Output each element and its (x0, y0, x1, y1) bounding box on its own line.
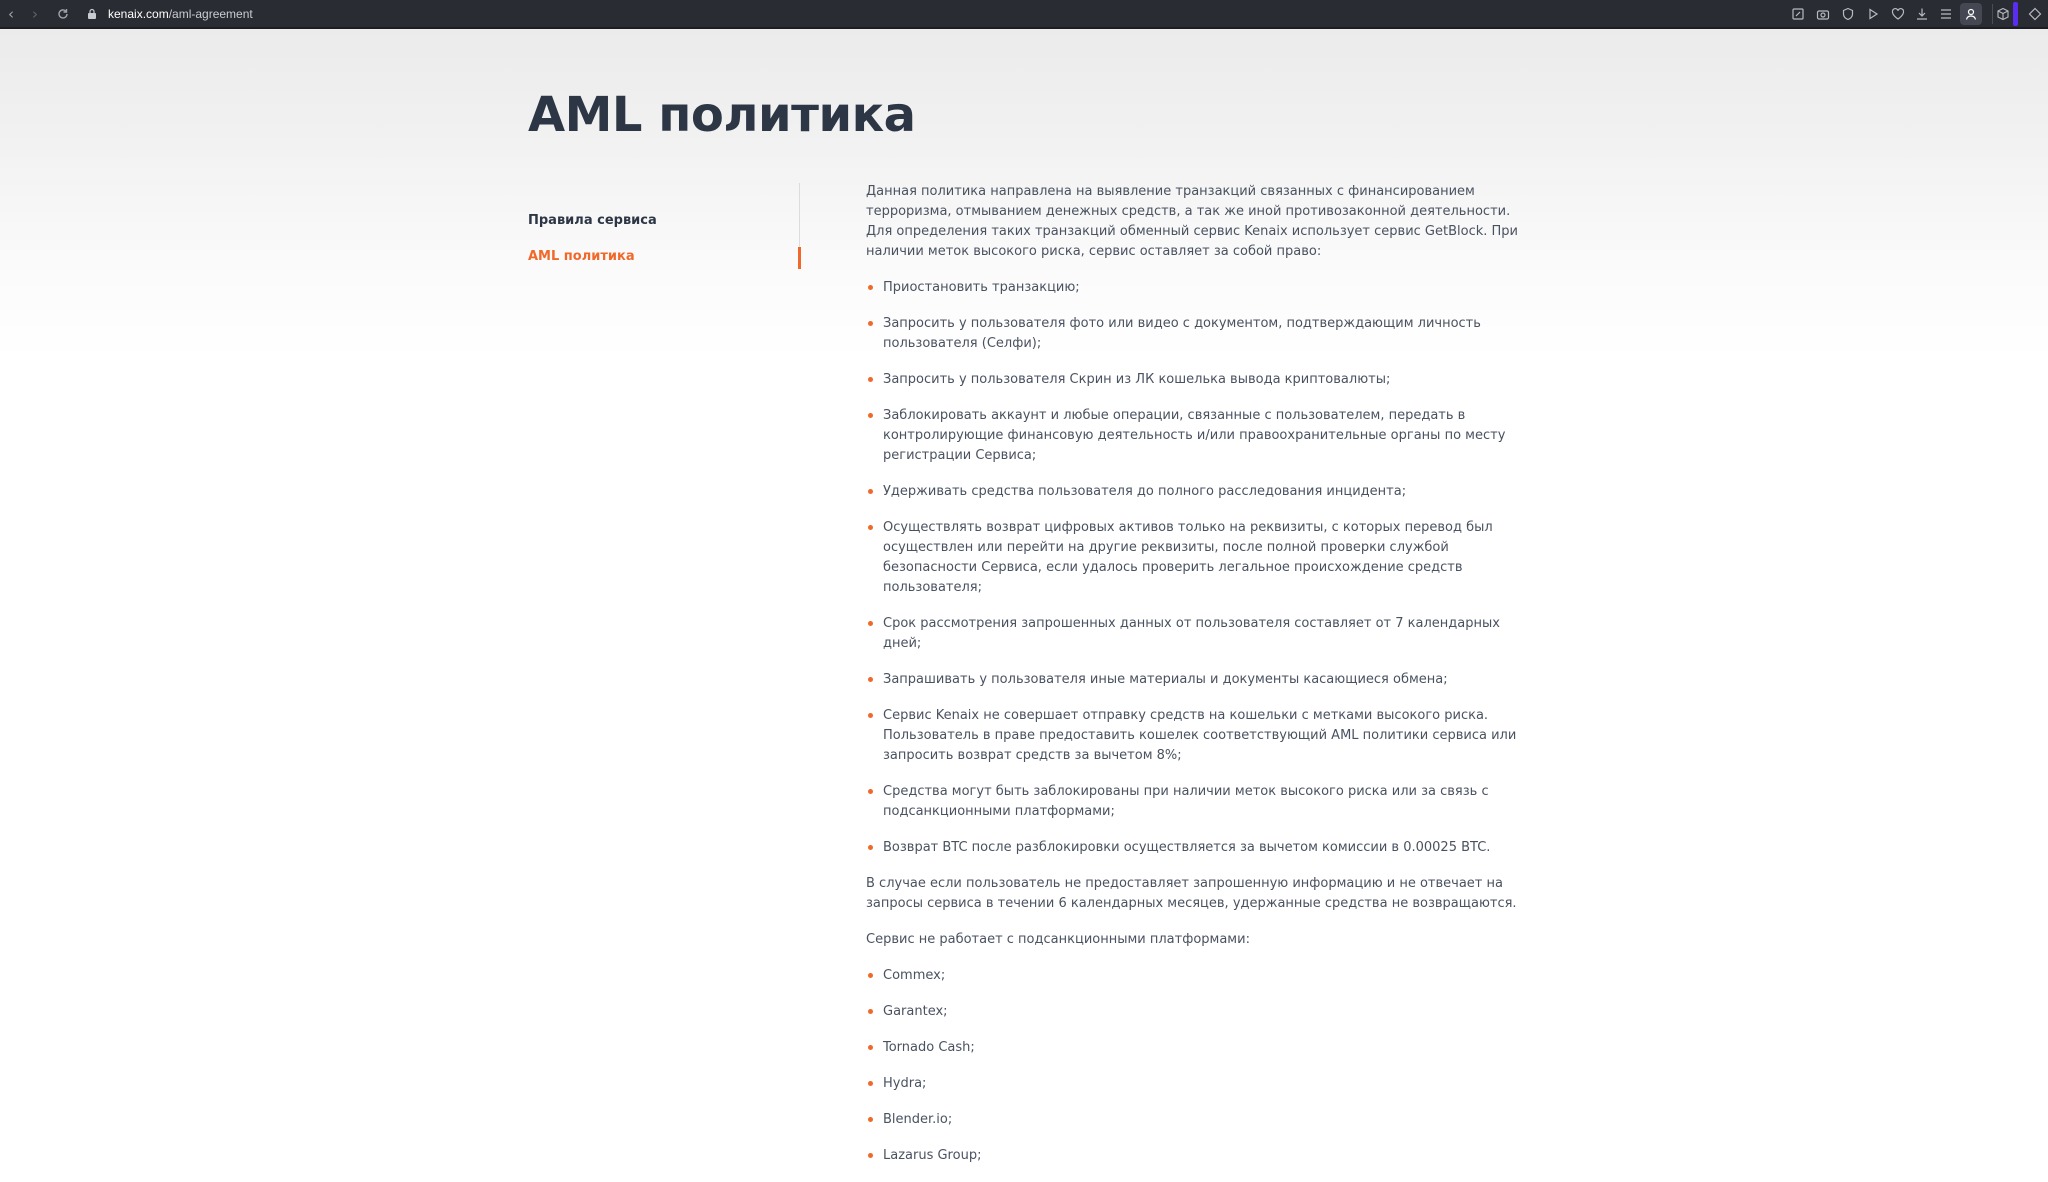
list-item-text: Garantex; (883, 1004, 948, 1019)
list-item (866, 370, 1520, 390)
list-item (866, 406, 1520, 466)
list-item-text: Приостановить транзакцию; (883, 280, 1080, 295)
bullet-icon (868, 621, 873, 626)
browser-toolbar (0, 0, 2048, 29)
list-item-text: Запросить у пользователя фото или видео с документом, подтверждающим личность пользователя (Селфи); (883, 316, 1481, 351)
heart-icon[interactable] (1887, 3, 1909, 25)
bullet-icon (868, 789, 873, 794)
url-text (108, 7, 253, 21)
list-item (866, 314, 1520, 354)
bullet-icon (868, 285, 873, 290)
sidebar-panel-indicator (2013, 2, 2018, 26)
reload-icon[interactable] (52, 3, 74, 25)
forward-icon[interactable]: › (32, 5, 38, 23)
list-item (866, 1002, 1520, 1022)
list-item (866, 782, 1520, 822)
retention-paragraph: В случае если пользователь не предоставляет запрошенную информацию и не отвечает на запросы сервиса в течении 6 календарных месяцев, удержанные средства не возвращаются. (866, 876, 1517, 911)
list-item-text: Blender.io; (883, 1112, 953, 1127)
bullet-icon (868, 321, 873, 326)
bullet-icon (868, 973, 873, 978)
page-title: AML политика (528, 87, 916, 143)
list-item (866, 1146, 1520, 1166)
rights-list (866, 278, 1520, 858)
bullet-icon (868, 525, 873, 530)
cube-icon[interactable] (1992, 3, 2014, 25)
list-item-text: Сервис Kenaix не совершает отправку средств на кошельки с метками высокого риска. Пользователь в праве предоставить кошелек соответствующий AML политики сервиса или запросить возврат средств за вычетом 8%; (883, 708, 1517, 763)
list-item (866, 482, 1520, 502)
list-item-text: Tornado Cash; (883, 1040, 975, 1055)
platforms-list (866, 966, 1520, 1166)
list-item-text: Commex; (883, 968, 946, 983)
bullet-icon (868, 489, 873, 494)
list-item-text: Срок рассмотрения запрошенных данных от пользователя составляет от 7 календарных дней; (883, 616, 1500, 651)
profile-icon[interactable] (1960, 3, 1982, 25)
diamond-icon[interactable] (2024, 3, 2046, 25)
list-item-text: Hydra; (883, 1076, 927, 1091)
list-item (866, 614, 1520, 654)
list-item-text: Осуществлять возврат цифровых активов только на реквизиты, с которых перевод был осуществлен или перейти на другие реквизиты, после полной проверки службой безопасности Сервиса, если удалось проверить легальное происхождение средств пользователя; (883, 520, 1493, 595)
back-icon[interactable]: ‹ (8, 5, 14, 23)
url-path: /aml-agreement (168, 7, 253, 21)
list-item-text: Удерживать средства пользователя до полного расследования инцидента; (883, 484, 1407, 499)
platforms-heading: Сервис не работает с подсанкционными платформами: (866, 932, 1250, 947)
bullet-icon (868, 1009, 873, 1014)
bullet-icon (868, 413, 873, 418)
url-host: kenaix.com (108, 7, 169, 21)
list-item (866, 706, 1520, 766)
list-item (866, 1038, 1520, 1058)
bullet-icon (868, 845, 873, 850)
lock-icon (84, 6, 100, 22)
shield-icon[interactable] (1837, 3, 1859, 25)
list-item-text: Запросить у пользователя Скрин из ЛК кошелька вывода криптовалюты; (883, 372, 1391, 387)
list-item (866, 838, 1520, 858)
nav-item-service-rules[interactable]: Правила сервиса (528, 213, 657, 228)
active-nav-indicator (798, 247, 801, 269)
bullet-icon (868, 1045, 873, 1050)
bullet-icon (868, 1117, 873, 1122)
policy-nav (528, 183, 800, 267)
bullet-icon (868, 713, 873, 718)
list-item-text: Заблокировать аккаунт и любые операции, связанные с пользователем, передать в контролирующие финансовую деятельность и/или правоохранительные органы по месту регистрации Сервиса; (883, 408, 1506, 463)
list-item-text: Возврат BTC после разблокировки осуществляется за вычетом комиссии в 0.00025 BTC. (883, 840, 1491, 855)
policy-content (866, 182, 1520, 1182)
list-item (866, 670, 1520, 690)
bullet-icon (868, 677, 873, 682)
list-item-text: Lazarus Group; (883, 1148, 982, 1163)
bullet-icon (868, 1153, 873, 1158)
list-item-text: Средства могут быть заблокированы при наличии меток высокого риска или за связь с подсанкционными платформами; (883, 784, 1489, 819)
camera-icon[interactable] (1812, 3, 1834, 25)
nav-item-aml-policy[interactable]: AML политика (528, 249, 635, 264)
play-icon[interactable] (1862, 3, 1884, 25)
list-item (866, 1074, 1520, 1094)
list-item (866, 518, 1520, 598)
edit-icon[interactable] (1787, 3, 1809, 25)
list-item-text: Запрашивать у пользователя иные материалы и документы касающиеся обмена; (883, 672, 1448, 687)
address-bar[interactable] (84, 3, 253, 25)
download-icon[interactable] (1911, 3, 1933, 25)
bullet-icon (868, 377, 873, 382)
menu-list-icon[interactable] (1935, 3, 1957, 25)
page (0, 29, 2048, 1163)
list-item (866, 1110, 1520, 1130)
list-item (866, 966, 1520, 986)
intro-paragraph: Данная политика направлена на выявление транзакций связанных с финансированием терроризма, отмыванием денежных средств, а так же иной противозаконной деятельности. Для определения таких транзакций обменный сервис Kenaix использует сервис GetBlock. При наличии меток высокого риска, сервис оставляет за собой право: (866, 184, 1518, 259)
list-item (866, 278, 1520, 298)
bullet-icon (868, 1081, 873, 1086)
